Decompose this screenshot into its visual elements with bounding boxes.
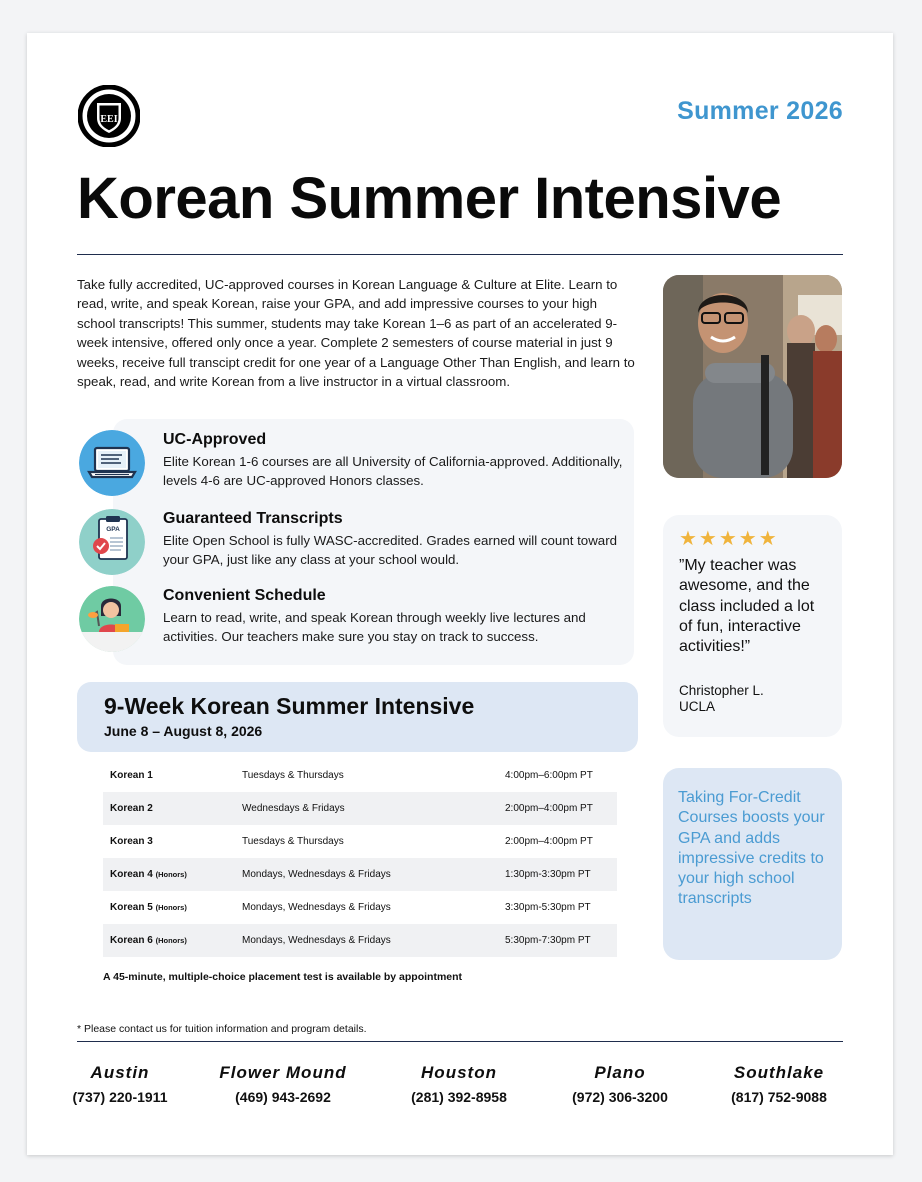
footnote: * Please contact us for tuition information and program details. bbox=[77, 1023, 367, 1035]
table-row bbox=[103, 825, 617, 858]
intro-paragraph: Take fully accredited, UC-approved courses in Korean Language & Culture at Elite. Learn to read, write, and speak Korean, raise your GPA, and add impressive courses to your high school transcripts! This summer, students may take Korean 1–6 as part of an accelerated 9-week intensive, offered only once a year. Complete 2 semesters of course material in just 9 weeks, receive full transcipt credit for one year of a Language Other Than English, and learn to speak, read, and write Korean from a live instructor in a virtual classroom. bbox=[77, 277, 635, 390]
course-time: 5:30pm-7:30pm PT bbox=[505, 935, 591, 946]
course-time: 4:00pm–6:00pm PT bbox=[505, 770, 593, 781]
star-rating: ★★★★★ bbox=[679, 528, 779, 550]
course-time: 2:00pm–4:00pm PT bbox=[505, 803, 593, 814]
honors-tag: (Honors) bbox=[155, 870, 187, 879]
crest-letters: EEI bbox=[100, 114, 118, 125]
table-row bbox=[103, 858, 617, 891]
course-name: Korean 2 bbox=[110, 803, 153, 814]
course-time: 1:30pm-3:30pm PT bbox=[505, 869, 591, 880]
course-name: Korean 3 bbox=[110, 836, 153, 847]
location-phone[interactable]: (972) 306-3200 bbox=[572, 1089, 668, 1105]
schedule-header bbox=[77, 682, 638, 752]
header-divider bbox=[77, 254, 843, 255]
table-row bbox=[103, 759, 617, 792]
testimonial-card bbox=[663, 515, 842, 737]
testimonial-author bbox=[679, 683, 764, 715]
location-plano bbox=[535, 1063, 705, 1105]
feature-uc-approved bbox=[79, 430, 639, 500]
feature-transcripts bbox=[79, 509, 639, 579]
location-name: Austin bbox=[90, 1063, 150, 1082]
gpa-transcript-icon bbox=[79, 509, 145, 575]
course-days: Tuesdays & Thursdays bbox=[242, 770, 344, 781]
table-row bbox=[103, 891, 617, 924]
course-days: Mondays, Wednesdays & Fridays bbox=[242, 902, 391, 913]
page-title: Korean Summer Intensive bbox=[77, 166, 782, 231]
location-name: Houston bbox=[421, 1063, 497, 1082]
location-houston bbox=[374, 1063, 544, 1105]
laptop-icon bbox=[79, 430, 145, 496]
course-name: Korean 4 (Honors) bbox=[110, 869, 187, 880]
feature-title: Guaranteed Transcripts bbox=[163, 510, 343, 527]
course-time: 2:00pm–4:00pm PT bbox=[505, 836, 593, 847]
callout-text: Taking For-Credit Courses boosts your GPA and adds impressive credits to your high school transcripts bbox=[678, 789, 825, 908]
feature-text: Learn to read, write, and speak Korean through weekly live lectures and activities. Our teachers make sure you stay on track to success. bbox=[163, 610, 586, 645]
footer-divider bbox=[77, 1041, 843, 1042]
term-label: Summer 2026 bbox=[677, 97, 843, 125]
honors-tag: (Honors) bbox=[155, 936, 187, 945]
location-phone[interactable]: (817) 752-9088 bbox=[731, 1089, 827, 1105]
course-name: Korean 6 (Honors) bbox=[110, 935, 187, 946]
location-southlake bbox=[694, 1063, 864, 1105]
course-days: Wednesdays & Fridays bbox=[242, 803, 345, 814]
gpa-text: GPA bbox=[106, 526, 120, 533]
author-school: UCLA bbox=[679, 699, 716, 714]
location-phone[interactable]: (281) 392-8958 bbox=[411, 1089, 507, 1105]
location-name: Flower Mound bbox=[219, 1063, 347, 1082]
location-austin bbox=[35, 1063, 205, 1105]
feature-text: Elite Korean 1-6 courses are all University of California-approved. Additionally, levels 4-6 are UC-approved Honors classes. bbox=[163, 454, 623, 489]
location-flower-mound bbox=[198, 1063, 368, 1105]
author-name: Christopher L. bbox=[679, 683, 764, 698]
table-row bbox=[103, 792, 617, 825]
honors-tag: (Honors) bbox=[155, 903, 187, 912]
flyer-page bbox=[27, 33, 893, 1155]
schedule-dates: June 8 – August 8, 2026 bbox=[104, 723, 263, 739]
student-studying-icon bbox=[79, 586, 145, 652]
course-days: Mondays, Wednesdays & Fridays bbox=[242, 869, 391, 880]
course-time: 3:30pm-5:30pm PT bbox=[505, 902, 591, 913]
course-name: Korean 5 (Honors) bbox=[110, 902, 187, 913]
schedule-table bbox=[103, 759, 617, 957]
course-name: Korean 1 bbox=[110, 770, 153, 781]
feature-text: Elite Open School is fully WASC-accredited. Grades earned will count toward your GPA, just like any class at your school would. bbox=[163, 533, 618, 568]
student-photo bbox=[663, 275, 842, 478]
course-days: Mondays, Wednesdays & Fridays bbox=[242, 935, 391, 946]
location-name: Southlake bbox=[733, 1063, 825, 1082]
feature-schedule bbox=[79, 586, 639, 656]
feature-title: UC-Approved bbox=[163, 431, 267, 448]
placement-note: A 45-minute, multiple-choice placement test is available by appointment bbox=[103, 971, 463, 983]
feature-title: Convenient Schedule bbox=[163, 587, 326, 604]
gpa-callout bbox=[663, 768, 842, 960]
location-name: Plano bbox=[594, 1063, 646, 1082]
testimonial-quote: ”My teacher was awesome, and the class included a lot of fun, interactive activities!” bbox=[679, 557, 815, 656]
table-row bbox=[103, 924, 617, 957]
location-phone[interactable]: (737) 220-1911 bbox=[72, 1089, 168, 1105]
course-days: Tuesdays & Thursdays bbox=[242, 836, 344, 847]
schedule-title: 9-Week Korean Summer Intensive bbox=[104, 693, 475, 719]
school-crest-logo bbox=[78, 85, 140, 147]
location-phone[interactable]: (469) 943-2692 bbox=[235, 1089, 331, 1105]
